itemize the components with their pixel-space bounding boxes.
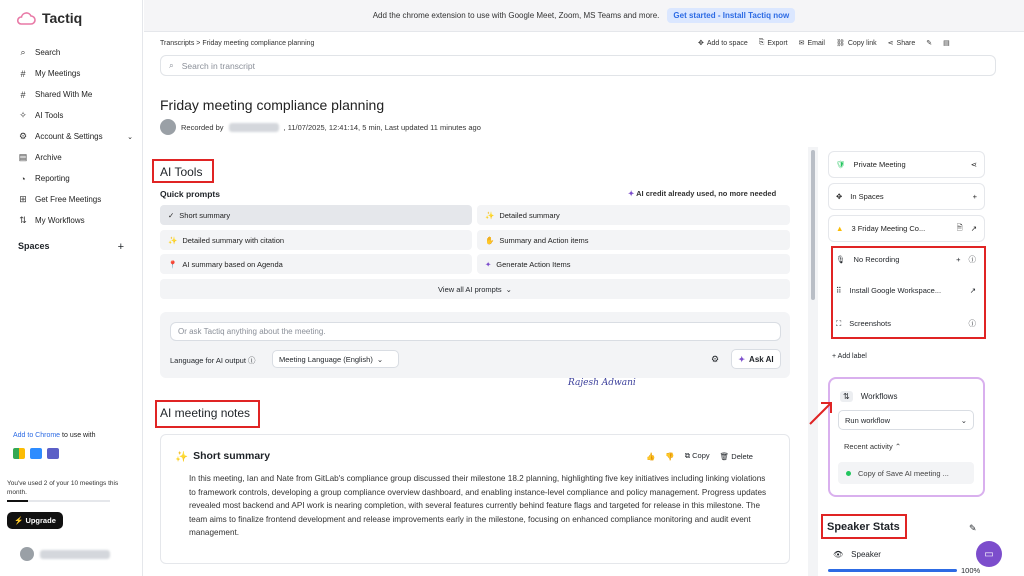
recent-activity-item[interactable] bbox=[838, 462, 974, 484]
delete-label: Delete bbox=[731, 451, 753, 461]
toolbar bbox=[698, 39, 950, 47]
sparkle-icon: ✦ bbox=[738, 354, 746, 364]
sidebar-item-label: My Meetings bbox=[35, 69, 81, 78]
export-icon: ⎘ bbox=[758, 39, 765, 46]
ask-ai-input[interactable]: Or ask Tactiq anything about the meeting. bbox=[170, 322, 781, 341]
link-icon: ⛓ bbox=[835, 40, 845, 47]
screenshots-row[interactable] bbox=[836, 318, 976, 329]
sidebar-item-label: Archive bbox=[35, 153, 62, 162]
sidebar bbox=[0, 0, 143, 576]
sparkle-icon: ✨ bbox=[168, 235, 178, 245]
language-value: Meeting Language (English) bbox=[279, 354, 373, 364]
external-link-icon[interactable]: ↗ bbox=[969, 286, 976, 295]
speaker-bar bbox=[828, 569, 957, 572]
share-icon[interactable]: ⋖ bbox=[970, 160, 977, 169]
edit-icon[interactable]: ✎ bbox=[969, 523, 977, 533]
recent-activity-toggle[interactable] bbox=[844, 442, 901, 451]
prompt-generate-action-items[interactable] bbox=[477, 254, 790, 274]
prompt-detailed-citation[interactable] bbox=[160, 230, 472, 250]
sidebar-item-archive[interactable] bbox=[18, 147, 133, 168]
add-label-text: Add label bbox=[837, 353, 867, 360]
avatar bbox=[20, 547, 34, 561]
email-button[interactable] bbox=[799, 39, 825, 47]
chevron-down-icon: ⌄ bbox=[127, 133, 133, 141]
sidebar-item-reporting[interactable] bbox=[18, 168, 133, 189]
export-button[interactable] bbox=[759, 39, 788, 47]
thumbs-down-icon[interactable]: 👎 bbox=[665, 451, 675, 461]
speaker-stats-heading: Speaker Stats bbox=[827, 521, 900, 533]
screenshots-label: Screenshots bbox=[849, 319, 891, 328]
hand-icon: ✋ bbox=[485, 235, 495, 245]
sparkle-icon: ✧ bbox=[19, 110, 27, 120]
help-icon[interactable]: ⓘ bbox=[968, 319, 976, 328]
platform-icons bbox=[13, 448, 59, 459]
recent-activity-label: Recent activity bbox=[844, 442, 893, 451]
google-drive-icon: ▲ bbox=[836, 224, 844, 233]
copy-label: Copy bbox=[692, 451, 710, 460]
main-scrollbar-thumb[interactable] bbox=[811, 150, 815, 300]
no-recording-label: No Recording bbox=[853, 255, 900, 264]
run-workflow-label: Run workflow bbox=[845, 415, 891, 425]
prompt-agenda-summary[interactable] bbox=[160, 254, 472, 274]
help-icon[interactable]: ⓘ bbox=[248, 356, 256, 365]
prompt-detailed-summary[interactable] bbox=[477, 205, 790, 225]
chevron-down-icon: ⌄ bbox=[376, 354, 384, 364]
add-label-button[interactable]: + Add label bbox=[832, 353, 867, 360]
prompt-label: Generate Action Items bbox=[496, 259, 571, 269]
sidebar-item-label: AI Tools bbox=[35, 111, 64, 120]
copy-link-button[interactable] bbox=[836, 39, 877, 47]
report-icon: ◔ bbox=[20, 173, 26, 184]
screenshot-icon: ⛶ bbox=[836, 318, 842, 328]
signature-watermark: Rajesh Adwani bbox=[568, 378, 636, 388]
archive-icon: ▤ bbox=[18, 152, 28, 162]
search-input[interactable]: Search in transcript bbox=[181, 60, 255, 71]
add-to-chrome-text bbox=[13, 432, 96, 439]
speaker-row bbox=[833, 550, 881, 559]
zoom-icon bbox=[30, 448, 42, 459]
prompt-label: Detailed summary with citation bbox=[182, 235, 285, 245]
copy-link-label: Copy link bbox=[847, 39, 877, 47]
plus-icon[interactable]: + bbox=[972, 192, 977, 201]
transcript-search[interactable] bbox=[160, 55, 996, 76]
workflows-label: Workflows bbox=[860, 392, 898, 401]
redacted-recorder bbox=[229, 123, 279, 132]
sidebar-item-free-meetings[interactable] bbox=[18, 189, 133, 210]
external-link-icon[interactable]: ↗ bbox=[970, 224, 977, 233]
edit-icon[interactable]: ✎ bbox=[926, 40, 933, 47]
add-space-icon[interactable]: + bbox=[117, 241, 124, 253]
add-to-chrome-link[interactable]: Add to Chrome bbox=[13, 432, 61, 439]
hash-icon: # bbox=[20, 68, 26, 79]
check-icon: ✓ bbox=[168, 210, 175, 220]
prompt-label: Detailed summary bbox=[499, 210, 560, 220]
grid-icon: ⠿ bbox=[836, 286, 842, 295]
install-label: Install Google Workspace... bbox=[849, 286, 942, 295]
sidebar-item-label: Account & Settings bbox=[35, 132, 103, 141]
mic-icon: 🎙 bbox=[836, 255, 846, 264]
prompt-label: Summary and Action items bbox=[499, 235, 589, 245]
email-label: Email bbox=[807, 39, 825, 47]
pin-icon: 📍 bbox=[168, 259, 178, 269]
upgrade-label: Upgrade bbox=[25, 516, 56, 525]
shield-icon: 🛡 bbox=[836, 160, 846, 169]
sparkle-icon: ✨ bbox=[175, 451, 189, 463]
gear-icon: ⚙ bbox=[18, 131, 28, 141]
ai-notes-heading: AI meeting notes bbox=[160, 406, 251, 420]
prompt-short-summary[interactable] bbox=[160, 205, 472, 225]
workflows-header bbox=[840, 391, 897, 402]
quick-prompts-label: Quick prompts bbox=[160, 189, 220, 199]
chevron-down-icon: ⌄ bbox=[505, 284, 512, 294]
annotation-arrow-icon bbox=[808, 398, 834, 426]
sidebar-item-label: Search bbox=[35, 48, 61, 57]
note-actions bbox=[646, 451, 753, 461]
private-label: Private Meeting bbox=[853, 160, 906, 169]
ai-tools-heading: AI Tools bbox=[160, 165, 203, 179]
sidebar-item-account-settings[interactable] bbox=[18, 126, 133, 147]
recent-item-label: Copy of Save AI meeting ... bbox=[858, 468, 949, 478]
prompt-summary-action-items[interactable] bbox=[477, 230, 790, 250]
mail-icon: ✉ bbox=[798, 40, 805, 47]
short-summary-label: Short summary bbox=[193, 450, 271, 462]
move-icon: ✥ bbox=[698, 40, 704, 47]
chevron-up-icon: ⌃ bbox=[894, 442, 902, 451]
avatar bbox=[160, 119, 176, 135]
meeting-meta-text: , 11/07/2025, 12:41:14, 5 min, Last updated 11 minutes ago bbox=[283, 122, 481, 132]
gear-icon[interactable]: ⚙ bbox=[711, 354, 720, 364]
language-label-text: Language for AI output bbox=[170, 356, 246, 365]
sidebar-item-my-meetings[interactable] bbox=[18, 63, 133, 84]
prompt-label: Short summary bbox=[179, 210, 231, 220]
add-to-chrome-suffix: to use with bbox=[60, 432, 96, 439]
view-all-prompts-button[interactable] bbox=[160, 279, 790, 299]
google-meet-icon bbox=[13, 448, 25, 459]
ask-ai-label: Ask AI bbox=[749, 354, 774, 364]
workflow-icon: ⇅ bbox=[19, 215, 27, 225]
cloud-logo-icon bbox=[16, 10, 36, 26]
app-logo[interactable] bbox=[16, 10, 82, 26]
bolt-icon: ⚡ bbox=[14, 516, 24, 525]
recorded-by-label: Recorded by bbox=[181, 122, 224, 132]
language-select[interactable] bbox=[272, 350, 399, 368]
credit-note bbox=[628, 189, 776, 198]
language-label bbox=[170, 355, 256, 366]
upgrade-button[interactable] bbox=[7, 512, 63, 529]
ask-ai-button[interactable] bbox=[731, 349, 781, 369]
usage-text: You've used 2 of your 10 meetings this month. bbox=[7, 480, 119, 496]
banner-text: Add the chrome extension to use with Google Meet, Zoom, MS Teams and more. bbox=[372, 11, 660, 20]
sparkle-icon: ✦ bbox=[485, 259, 492, 269]
file-icon[interactable]: 🗎 bbox=[956, 223, 963, 232]
prompt-label: AI summary based on Agenda bbox=[182, 259, 283, 269]
google-doc-card[interactable] bbox=[828, 215, 985, 242]
share-label: Share bbox=[896, 39, 916, 47]
doc-label: 3 Friday Meeting Co... bbox=[851, 224, 926, 233]
short-summary-title bbox=[175, 450, 270, 463]
usage-progress-fill bbox=[7, 500, 28, 502]
export-label: Export bbox=[767, 39, 788, 47]
breadcrumb-current: Friday meeting compliance planning bbox=[202, 40, 315, 47]
sparkle-icon: ✨ bbox=[485, 210, 495, 220]
help-icon[interactable]: ⓘ bbox=[968, 255, 976, 264]
chat-button[interactable] bbox=[976, 541, 1002, 567]
share-icon: ⋖ bbox=[887, 40, 894, 47]
app-name: Tactiq bbox=[42, 10, 83, 26]
sidebar-item-ai-tools[interactable] bbox=[18, 105, 133, 126]
install-banner bbox=[144, 0, 1024, 32]
sidebar-item-workflows[interactable] bbox=[18, 210, 133, 231]
page-title: Friday meeting compliance planning bbox=[160, 97, 385, 113]
run-workflow-select[interactable] bbox=[838, 410, 974, 430]
sidebar-item-label: My Workflows bbox=[35, 216, 85, 225]
move-icon: ✥ bbox=[836, 192, 843, 201]
workflow-icon: ⇅ bbox=[840, 391, 853, 402]
no-recording-row[interactable] bbox=[836, 254, 976, 265]
sidebar-item-label: Get Free Meetings bbox=[35, 195, 102, 204]
eye-icon[interactable]: 👁 bbox=[833, 550, 844, 559]
spaces-header bbox=[18, 241, 124, 253]
ms-teams-icon bbox=[47, 448, 59, 459]
sidebar-item-label: Shared With Me bbox=[35, 90, 93, 99]
status-dot-icon bbox=[846, 471, 851, 476]
copy-icon: ⧉ bbox=[684, 451, 691, 460]
usage-progress-bar bbox=[7, 500, 110, 502]
install-workspace-row[interactable] bbox=[836, 286, 976, 295]
sidebar-nav bbox=[18, 42, 133, 231]
delete-button[interactable] bbox=[720, 452, 753, 461]
gift-icon: ⊞ bbox=[19, 194, 27, 204]
add-to-space-button[interactable] bbox=[698, 39, 748, 47]
in-spaces-label: In Spaces bbox=[850, 192, 884, 201]
redacted-username bbox=[40, 550, 110, 559]
add-to-space-label: Add to space bbox=[706, 39, 748, 47]
view-all-label: View all AI prompts bbox=[438, 284, 502, 294]
hash-icon: # bbox=[20, 89, 26, 100]
sidebar-item-label: Reporting bbox=[35, 174, 70, 183]
summary-text: In this meeting, Ian and Nate from GitLab's compliance group discussed their milestone 18.2 planning, highlighting five key initiatives including linking violations to framework controls, developing a group compliance overview dashboard, and enabling instance-level compliance and policy management. Progress updates revealed most backend and API work is nearing completion, with several features currently behind feature flags and targeted for release in this milestone. The team aims to finalize frontend development and release improvements early in the milestone, focusing on enhanced compliance monitoring and audit event management. bbox=[189, 474, 767, 537]
credit-note-text: AI credit already used, no more needed bbox=[636, 189, 777, 198]
install-button[interactable]: Get started - Install Tactiq now bbox=[667, 8, 795, 23]
plus-icon[interactable]: + bbox=[956, 255, 961, 264]
sidebar-item-search[interactable] bbox=[18, 42, 133, 63]
share-button[interactable] bbox=[888, 39, 916, 47]
chevron-down-icon: ⌄ bbox=[960, 415, 967, 425]
sidebar-item-shared[interactable] bbox=[18, 84, 133, 105]
chat-icon: ▭ bbox=[984, 548, 994, 560]
search-icon: ⌕ bbox=[20, 47, 26, 57]
search-icon: ⌕ bbox=[169, 60, 174, 70]
archive-icon[interactable]: ▤ bbox=[943, 40, 950, 47]
thumbs-up-icon[interactable]: 👍 bbox=[646, 451, 656, 461]
breadcrumb: Transcripts > Friday meeting compliance planning bbox=[160, 40, 315, 47]
in-spaces-card[interactable] bbox=[828, 183, 985, 210]
trash-icon: 🗑 bbox=[719, 451, 730, 461]
speaker-percent: 100% bbox=[961, 566, 981, 575]
breadcrumb-root[interactable]: Transcripts bbox=[160, 40, 195, 47]
spaces-label: Spaces bbox=[18, 241, 50, 251]
private-meeting-card[interactable] bbox=[828, 151, 985, 178]
sparkle-icon: ✦ bbox=[628, 189, 635, 198]
copy-button[interactable] bbox=[685, 451, 710, 461]
meeting-meta bbox=[160, 119, 481, 135]
user-profile[interactable] bbox=[20, 547, 110, 561]
speaker-label: Speaker bbox=[851, 550, 881, 559]
